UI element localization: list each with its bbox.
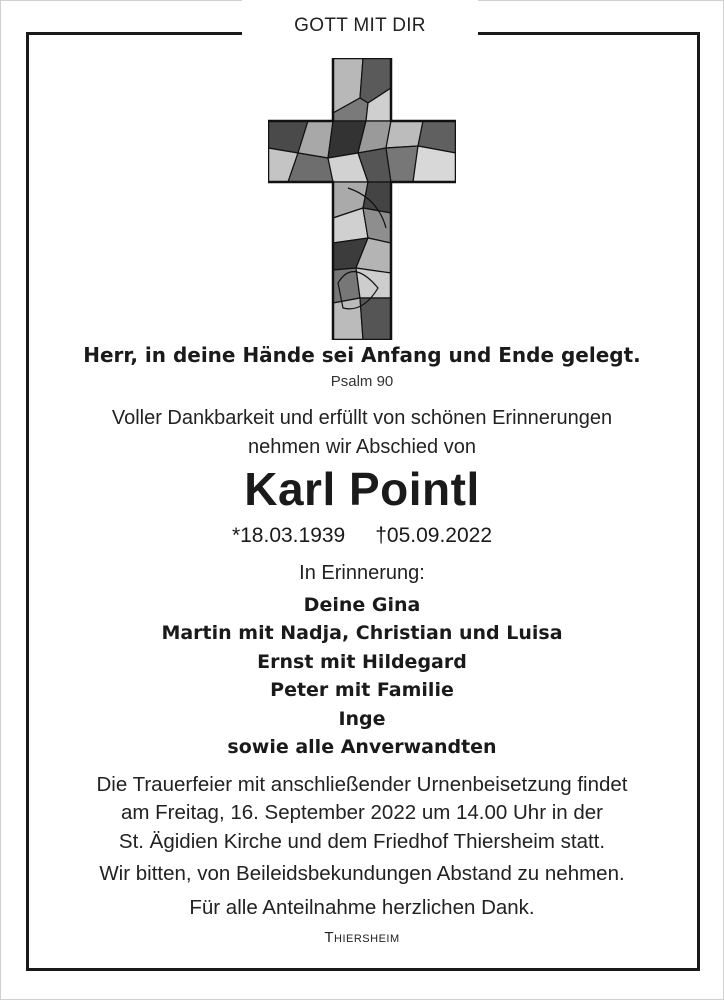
mourner-line: Inge [338, 708, 386, 730]
service-info-line: St. Ägidien Kirche und dem Friedhof Thiersheim statt. [118, 830, 606, 853]
psalm-reference: Psalm 90 [330, 373, 394, 390]
intro-line-1: Voller Dankbarkeit und erfüllt von schönen Erinnerungen [111, 407, 613, 429]
psalm-quote: Herr, in deine Hände sei Anfang und Ende gelegt. [83, 343, 641, 367]
death-date: †05.09.2022 [375, 524, 493, 547]
thanks-line: Für alle Anteilnahme herzlichen Dank. [189, 896, 535, 919]
place-name: Thiersheim [324, 929, 400, 946]
mourner-line: Ernst mit Hildegard [257, 651, 467, 673]
notice-header: GOTT MIT DIR [242, 0, 478, 52]
mourner-line: sowie alle Anverwandten [227, 736, 497, 758]
intro-line-2: nehmen wir Abschied von [248, 436, 476, 458]
stained-glass-cross-icon [268, 58, 456, 340]
mourner-line: Deine Gina [303, 594, 421, 616]
service-info-line: am Freitag, 16. September 2022 um 14.00 Uhr in der [120, 801, 603, 824]
condolence-request: Wir bitten, von Beileidsbekundungen Abstand zu nehmen. [99, 862, 625, 885]
life-dates [30, 524, 694, 548]
mourner-line: Peter mit Familie [270, 679, 454, 701]
memory-label: In Erinnerung: [299, 562, 425, 584]
service-info-line: Die Trauerfeier mit anschließender Urnenbeisetzung findet [96, 773, 628, 796]
mourner-line: Martin mit Nadja, Christian und Luisa [161, 622, 563, 644]
birth-date: *18.03.1939 [231, 524, 346, 547]
deceased-name: Karl Pointl [244, 463, 480, 515]
